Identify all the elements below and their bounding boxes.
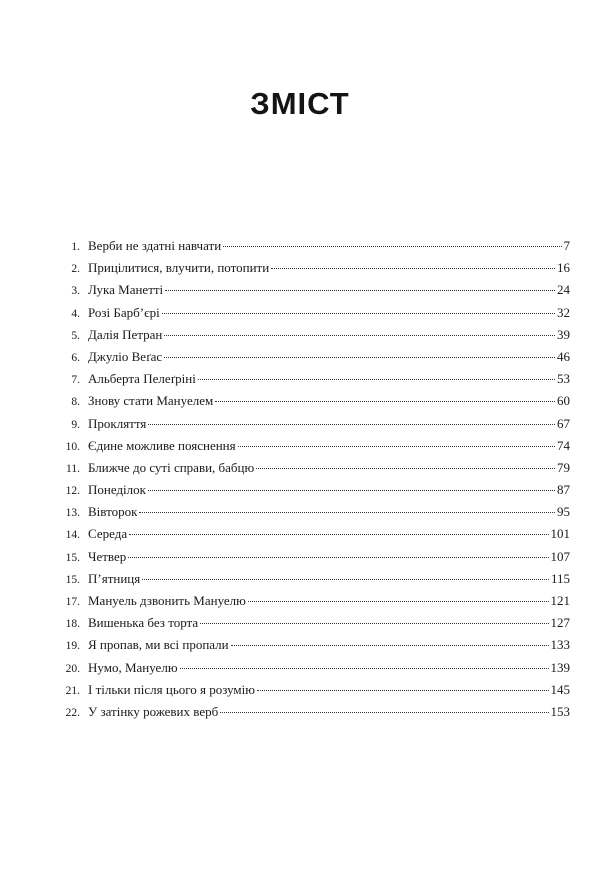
dot-leader bbox=[164, 335, 555, 336]
toc-entry bbox=[60, 260, 570, 282]
toc-page: 87 bbox=[557, 482, 570, 498]
dot-leader bbox=[180, 668, 549, 669]
dot-leader bbox=[198, 379, 555, 380]
toc-entry bbox=[60, 504, 570, 526]
page-title: ЗМІСТ bbox=[250, 86, 350, 121]
toc-title: Я пропав, ми всі пропали bbox=[88, 637, 229, 653]
dot-leader bbox=[148, 490, 555, 491]
toc-title: Вівторок bbox=[88, 504, 138, 520]
toc-entry bbox=[60, 438, 570, 460]
toc-number: 5. bbox=[71, 329, 80, 342]
toc-page: 153 bbox=[550, 703, 570, 719]
toc-page: 121 bbox=[550, 593, 570, 608]
dot-leader bbox=[129, 534, 548, 535]
toc-page: 79 bbox=[557, 459, 570, 475]
toc-page: 60 bbox=[557, 393, 570, 409]
toc-entry bbox=[60, 282, 570, 304]
toc-entry bbox=[60, 238, 570, 260]
dot-leader bbox=[215, 401, 555, 402]
toc-number: 4. bbox=[71, 307, 80, 320]
toc-title: І тільки після цього я розумію bbox=[88, 681, 255, 697]
toc-title: Понеділок bbox=[88, 482, 146, 498]
toc-page: 32 bbox=[557, 304, 570, 320]
toc-page: 139 bbox=[550, 659, 570, 675]
dot-leader bbox=[256, 468, 555, 469]
toc-entry bbox=[60, 416, 570, 438]
toc-title: Прокляття bbox=[88, 415, 147, 431]
toc-page: 24 bbox=[557, 282, 570, 298]
toc-page: 74 bbox=[557, 437, 570, 453]
toc-entry bbox=[60, 460, 570, 482]
dot-leader bbox=[142, 579, 549, 580]
dot-leader bbox=[162, 313, 555, 314]
dot-leader bbox=[139, 512, 555, 513]
toc-title: Четвер bbox=[88, 548, 127, 564]
toc-title: Альберта Пелеґріні bbox=[88, 371, 196, 387]
toc-number: 21. bbox=[65, 684, 80, 697]
dot-leader bbox=[257, 690, 549, 691]
toc-page: 39 bbox=[557, 326, 570, 342]
toc-page: 7 bbox=[563, 238, 570, 253]
toc-number: 13. bbox=[65, 507, 80, 520]
toc-title: Далія Петран bbox=[88, 326, 163, 342]
toc-entry bbox=[60, 393, 570, 415]
toc-title: У затінку рожевих верб bbox=[88, 703, 219, 719]
dot-leader bbox=[128, 557, 548, 558]
toc-entry bbox=[60, 615, 570, 637]
toc-number: 15. bbox=[65, 573, 80, 586]
toc-title: Знову стати Мануелем bbox=[88, 393, 214, 409]
toc-page: 101 bbox=[550, 526, 570, 542]
toc-number: 14. bbox=[65, 529, 80, 542]
toc-number: 17. bbox=[65, 596, 80, 608]
dot-leader bbox=[165, 290, 555, 291]
toc-entry bbox=[60, 305, 570, 327]
dot-leader bbox=[164, 357, 555, 358]
toc-entry bbox=[60, 549, 570, 571]
toc-page: 16 bbox=[557, 260, 570, 276]
toc-number: 9. bbox=[71, 418, 80, 431]
toc-number: 10. bbox=[65, 440, 80, 453]
toc-number: 22. bbox=[65, 706, 80, 719]
toc-number: 8. bbox=[71, 396, 80, 409]
toc-entry bbox=[60, 571, 570, 593]
dot-leader bbox=[220, 712, 548, 713]
toc-number: 3. bbox=[71, 285, 80, 298]
toc-page: 46 bbox=[557, 348, 570, 364]
toc-page: 53 bbox=[557, 371, 570, 387]
toc-page: 133 bbox=[550, 637, 570, 653]
toc-title: Ближче до суті справи, бабцю bbox=[88, 459, 255, 475]
toc-title: Мануель дзвонить Мануелю bbox=[88, 593, 246, 608]
toc-title: Вишенька без торта bbox=[88, 615, 199, 631]
toc-number: 2. bbox=[71, 263, 80, 276]
toc-title: Розі Барб’єрі bbox=[88, 304, 160, 320]
toc-page: 127 bbox=[550, 615, 570, 631]
toc-number: 19. bbox=[65, 640, 80, 653]
toc-entry bbox=[60, 482, 570, 504]
toc-entry bbox=[60, 682, 570, 704]
toc-number: 1. bbox=[71, 241, 80, 253]
toc-page: 95 bbox=[557, 504, 570, 520]
toc-title: Лука Манетті bbox=[88, 282, 164, 298]
dot-leader bbox=[271, 268, 555, 269]
toc-number: 7. bbox=[71, 374, 80, 387]
toc-entry bbox=[60, 526, 570, 548]
toc-title: Середа bbox=[88, 526, 128, 542]
toc-number: 15. bbox=[65, 551, 80, 564]
toc-number: 6. bbox=[71, 351, 80, 364]
toc-page: 107 bbox=[550, 548, 570, 564]
table-of-contents bbox=[60, 238, 570, 726]
toc-title: Верби не здатні навчати bbox=[88, 238, 222, 253]
toc-entry bbox=[60, 660, 570, 682]
toc-entry bbox=[60, 637, 570, 659]
dot-leader bbox=[248, 601, 549, 602]
toc-entry bbox=[60, 327, 570, 349]
dot-leader bbox=[223, 246, 561, 247]
toc-number: 11. bbox=[66, 462, 80, 475]
toc-title: Єдине можливе пояснення bbox=[88, 437, 236, 453]
toc-number: 12. bbox=[65, 485, 80, 498]
toc-page: 145 bbox=[550, 681, 570, 697]
toc-number: 20. bbox=[65, 662, 80, 675]
toc-entry bbox=[60, 371, 570, 393]
toc-entry bbox=[60, 704, 570, 726]
toc-title: Прицілитися, влучити, потопити bbox=[88, 260, 270, 276]
dot-leader bbox=[148, 424, 555, 425]
toc-page: 115 bbox=[550, 570, 570, 586]
toc-page: 67 bbox=[557, 415, 570, 431]
toc-title: Нумо, Мануелю bbox=[88, 659, 178, 675]
toc-entry bbox=[60, 593, 570, 615]
toc-title: Джуліо Веґас bbox=[88, 348, 163, 364]
dot-leader bbox=[200, 623, 548, 624]
dot-leader bbox=[238, 446, 555, 447]
toc-entry bbox=[60, 349, 570, 371]
dot-leader bbox=[231, 645, 549, 646]
toc-number: 18. bbox=[65, 618, 80, 631]
toc-title: П’ятниця bbox=[88, 570, 141, 586]
